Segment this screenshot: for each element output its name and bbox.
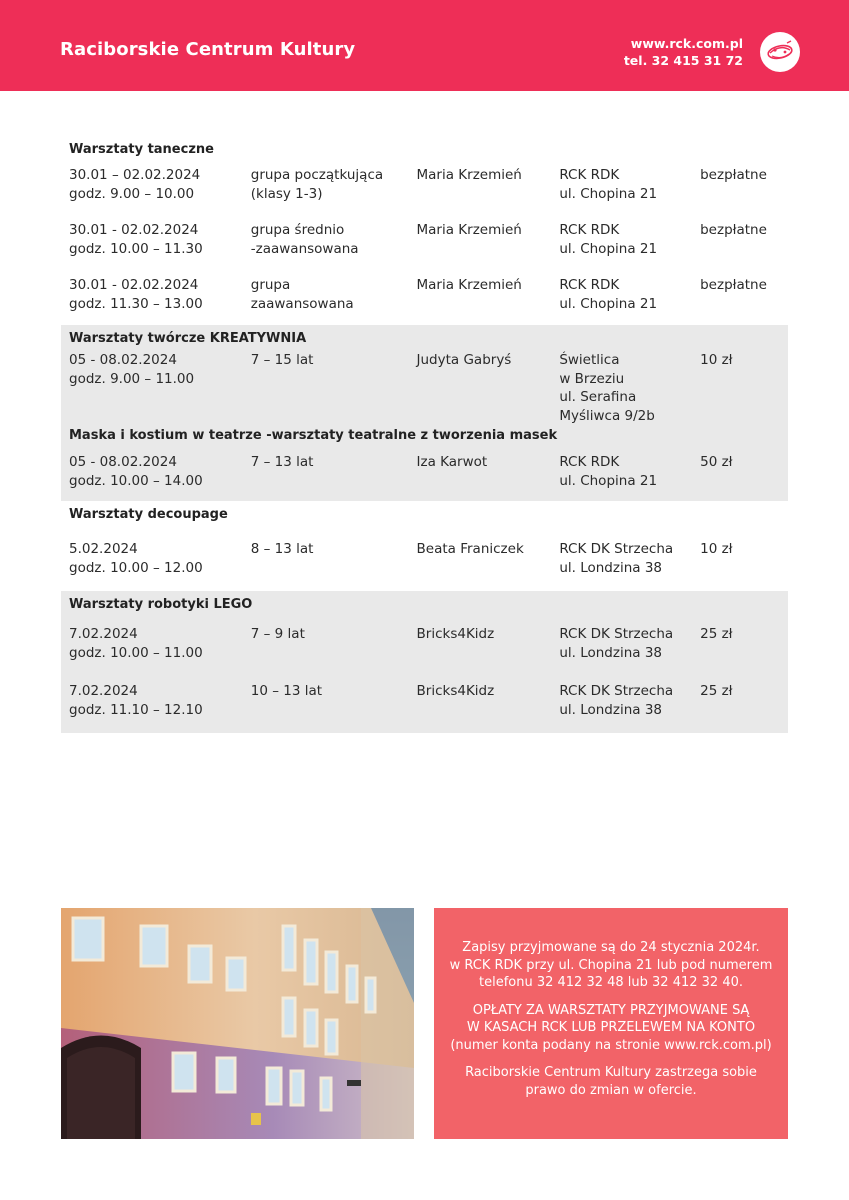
section-title: Warsztaty robotyki LEGO (69, 597, 253, 612)
date-cell: 5.02.2024 godz. 10.00 – 12.00 (69, 541, 203, 576)
group-cell: grupa średnio -zaawansowana (250, 222, 359, 257)
info-registration: Zapisy przyjmowane są do 24 stycznia 2024r. w RCK RDK przy ul. Chopina 21 lub pod numerem telefonu 32 412 32 48 lub 32 412 32 40. (449, 940, 773, 990)
date-cell: 7.02.2024 godz. 10.00 – 11.00 (69, 626, 203, 661)
table-row (69, 682, 780, 719)
workshop-table (61, 132, 788, 733)
instructor-cell: Maria Krzemień (416, 277, 522, 293)
section-title: Warsztaty taneczne (69, 142, 214, 157)
price-cell: bezpłatne (700, 277, 767, 293)
instructor-cell: Maria Krzemień (416, 167, 522, 183)
place-cell: RCK RDK ul. Chopina 21 (559, 277, 658, 312)
price-cell: 25 zł (700, 683, 733, 699)
info-payment: OPŁATY ZA WARSZTATY PRZYJMOWANE SĄ W KASACH RCK LUB PRZELEWEM NA KONTO (numer konta podany na stronie www.rck.com.pl) (450, 1002, 772, 1053)
section-creative (61, 325, 788, 501)
date-cell: 7.02.2024 godz. 11.10 – 12.10 (69, 683, 203, 718)
date-cell: 05 - 08.02.2024 godz. 9.00 – 11.00 (69, 352, 195, 387)
section-title: Warsztaty decoupage (69, 507, 228, 522)
table-row (69, 351, 780, 425)
group-cell: 7 – 9 lat (250, 626, 305, 642)
date-cell: 30.01 - 02.02.2024 godz. 11.30 – 13.00 (69, 277, 203, 312)
instructor-cell: Beata Franiczek (416, 541, 524, 557)
price-cell: 10 zł (700, 541, 733, 557)
price-cell: bezpłatne (700, 222, 767, 238)
price-cell: bezpłatne (700, 167, 767, 183)
instructor-cell: Iza Karwot (416, 454, 488, 470)
contact-info (624, 35, 743, 69)
table-row (69, 625, 780, 662)
table-row (69, 221, 780, 258)
group-cell: 7 – 13 lat (250, 454, 314, 470)
rck-logo-icon (760, 32, 800, 72)
page-header (0, 0, 849, 91)
building-photo-icon (61, 908, 414, 1139)
place-cell: RCK RDK ul. Chopina 21 (559, 222, 658, 257)
place-cell: RCK RDK ul. Chopina 21 (559, 167, 658, 202)
group-cell: 10 – 13 lat (250, 683, 323, 699)
instructor-cell: Maria Krzemień (416, 222, 522, 238)
date-cell: 30.01 – 02.02.2024 godz. 9.00 – 10.00 (69, 167, 201, 202)
section-lego (61, 591, 788, 733)
info-disclaimer: Raciborskie Centrum Kultury zastrzega sobie prawo do zmian w ofercie. (465, 1065, 757, 1098)
table-row (69, 540, 780, 577)
date-cell: 05 - 08.02.2024 godz. 10.00 – 14.00 (69, 454, 203, 489)
place-cell: RCK RDK ul. Chopina 21 (559, 454, 658, 489)
brand-title: Raciborskie Centrum Kultury (60, 39, 356, 60)
place-cell: Świetlica w Brzeziu ul. Serafina Myśliwca 9/2b (559, 352, 655, 424)
place-cell: RCK DK Strzecha ul. Londzina 38 (559, 626, 674, 661)
website-link[interactable]: www.rck.com.pl (630, 36, 743, 51)
place-cell: RCK DK Strzecha ul. Londzina 38 (559, 683, 674, 718)
section-title: Maska i kostium w teatrze -warsztaty teatralne z tworzenia masek (69, 428, 558, 443)
price-cell: 50 zł (700, 454, 733, 470)
place-cell: RCK DK Strzecha ul. Londzina 38 (559, 541, 674, 576)
section-dance (61, 132, 788, 325)
table-row (69, 453, 780, 490)
group-cell: 7 – 15 lat (250, 352, 314, 368)
price-cell: 25 zł (700, 626, 733, 642)
table-row (69, 276, 780, 313)
phone-number: tel. 32 415 31 72 (623, 53, 743, 68)
instructor-cell: Bricks4Kidz (416, 683, 495, 699)
table-row (69, 166, 780, 203)
instructor-cell: Judyta Gabryś (416, 352, 512, 368)
section-decoupage (61, 501, 788, 591)
price-cell: 10 zł (700, 352, 733, 368)
instructor-cell: Bricks4Kidz (416, 626, 495, 642)
group-cell: 8 – 13 lat (250, 541, 314, 557)
group-cell: grupa początkująca (klasy 1-3) (250, 167, 384, 202)
group-cell: grupa zaawansowana (250, 277, 354, 312)
section-title: Warsztaty twórcze KREATYWNIA (69, 331, 307, 346)
info-box (434, 908, 788, 1139)
date-cell: 30.01 - 02.02.2024 godz. 10.00 – 11.30 (69, 222, 203, 257)
